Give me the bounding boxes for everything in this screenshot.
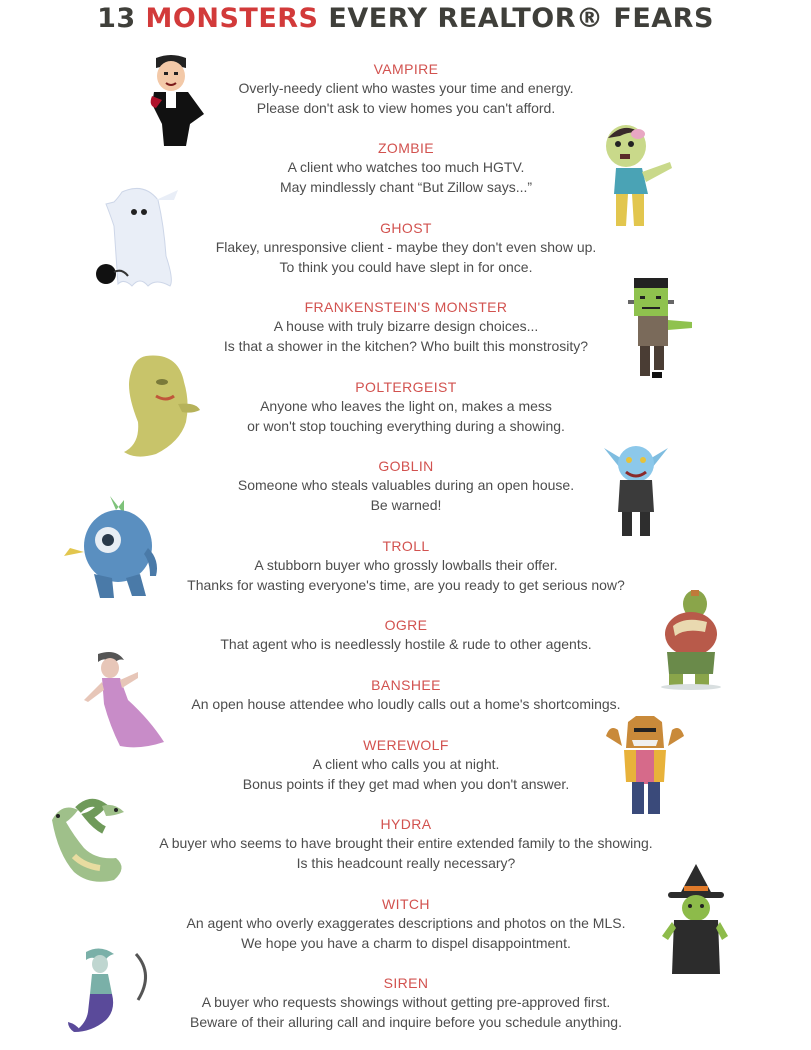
monster-description: That agent who is needlessly hostile & rude to other agents. [220,636,592,652]
monster-name: WEREWOLF [363,737,449,753]
monster-description: Please don't ask to view homes you can't afford. [256,100,556,116]
monster-description: An open house attendee who loudly calls out a home's shortcomings. [191,696,621,712]
monster-name: ZOMBIE [377,140,435,156]
monster-entry-witch [90,895,722,953]
monster-name: WITCH [382,896,430,912]
monster-name: OGRE [384,617,428,633]
troll-illustration [60,494,164,600]
monster-description: Someone who steals valuables during an open house. [237,477,575,493]
monster-description: or won't stop touching everything during a showing. [247,418,565,434]
zombie-illustration [598,122,678,230]
title-rest: EVERY REALTOR® FEARS [318,3,714,34]
monster-description: Is that a shower in the kitchen? Who built this monstrosity? [223,338,589,354]
monster-name: TROLL [382,538,430,554]
monster-name: BANSHEE [371,677,441,693]
monster-description: May mindlessly chant “But Zillow says...” [279,179,533,195]
monster-entry-siren [90,974,722,1032]
monster-description: Beware of their alluring call and inquire before you schedule anything. [190,1014,622,1030]
vampire-illustration [146,54,206,154]
frankenstein-illustration [626,276,696,380]
monster-description: Flakey, unresponsive client - maybe they don't even show up. [215,239,597,255]
monster-description: To think you could have slept in for once. [279,259,533,275]
monster-description: Bonus points if they get mad when you don't answer. [242,776,570,792]
monster-description: A buyer who seems to have brought their entire extended family to the showing. [159,835,653,851]
page-title [0,3,811,34]
monster-description: A buyer who requests showings without getting pre-approved first. [201,994,611,1010]
title-number: 13 [97,3,146,34]
monster-name: POLTERGEIST [355,379,457,395]
hydra-illustration [44,796,130,886]
siren-illustration [66,946,158,1042]
ghost-illustration [94,186,184,290]
poltergeist-illustration [116,352,206,460]
monster-entry-hydra [90,815,722,873]
monster-name: GHOST [380,220,432,236]
witch-illustration [660,862,730,978]
monster-description: Is this headcount really necessary? [296,855,516,871]
monster-name: SIREN [383,975,429,991]
banshee-illustration [80,650,170,754]
monster-description: A client who calls you at night. [312,756,500,772]
werewolf-illustration [604,716,686,820]
monster-description: Thanks for wasting everyone's time, are you ready to get serious now? [187,577,625,593]
monster-description: Overly-needy client who wastes your time and energy. [238,80,574,96]
monster-description: A house with truly bizarre design choices... [273,318,539,334]
goblin-illustration [602,440,670,540]
monster-name: GOBLIN [378,458,434,474]
monster-entry-troll [90,537,722,595]
monster-description: Anyone who leaves the light on, makes a mess [260,398,552,414]
monster-entry-banshee [90,676,722,714]
monster-entry-ogre [90,616,722,654]
monster-description: A stubborn buyer who grossly lowballs their offer. [254,557,558,573]
monster-name: VAMPIRE [373,61,439,77]
monster-name: FRANKENSTEIN'S MONSTER [304,299,508,315]
monster-description: Be warned! [370,497,442,513]
monster-description: A client who watches too much HGTV. [287,159,525,175]
monster-description: An agent who overly exaggerates descriptions and photos on the MLS. [186,915,626,931]
title-accent-word: MONSTERS [145,3,319,34]
ogre-illustration [655,588,727,690]
monster-name: HYDRA [380,816,432,832]
monster-description: We hope you have a charm to dispel disappointment. [241,935,571,951]
